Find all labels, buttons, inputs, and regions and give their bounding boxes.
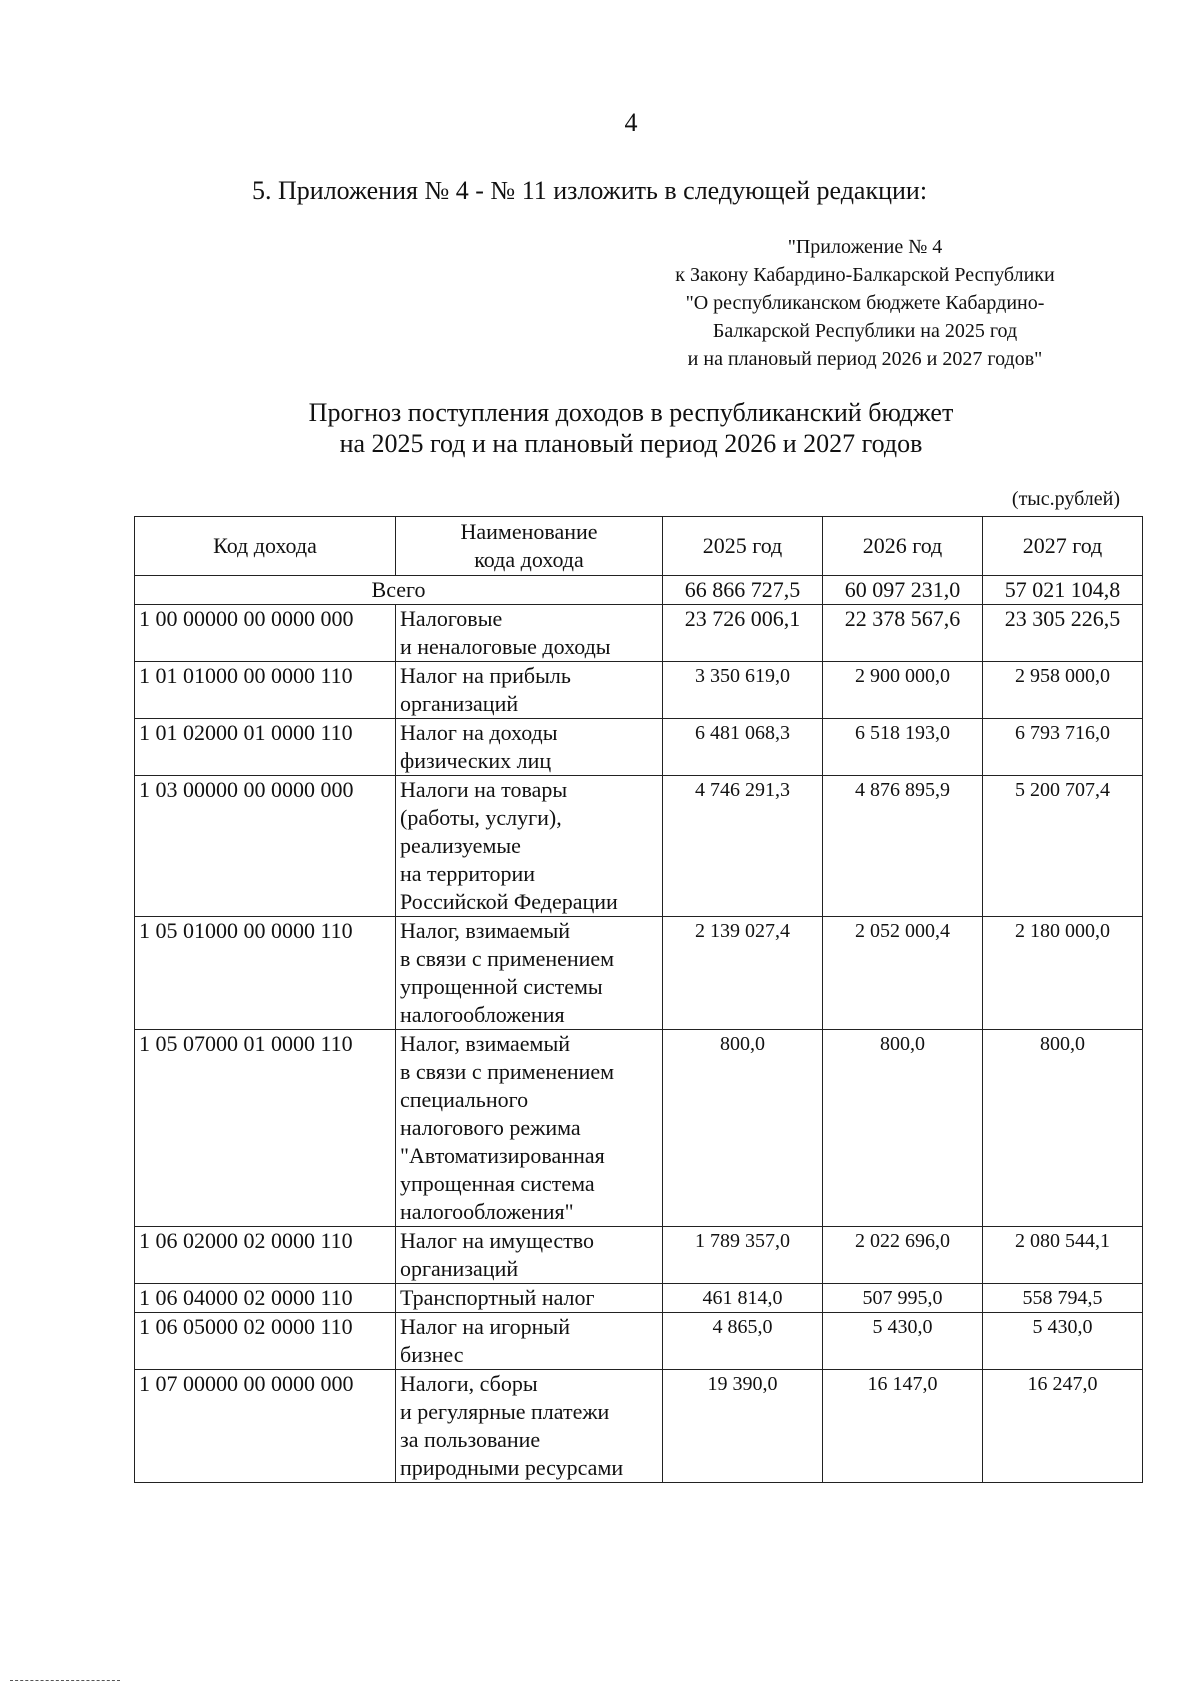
income-name-cell: Налоги на товары (работы, услуги), реализуемые на территории Российской Федерации [396,776,663,917]
income-name-cell: Налог на игорный бизнес [396,1313,663,1370]
value-2025-cell: 3 350 619,0 [663,662,823,719]
income-name-cell: Налог, взимаемый в связи с применением упрощенной системы налогообложения [396,917,663,1030]
income-name-cell: Налоги, сборы и регулярные платежи за пользование природными ресурсами [396,1370,663,1483]
table-row [135,605,1143,662]
header-2027: 2027 год [983,517,1143,576]
value-2026-cell: 5 430,0 [823,1313,983,1370]
value-2026-cell: 800,0 [823,1030,983,1227]
income-code-cell: 1 00 00000 00 0000 000 [135,605,396,662]
value-2025-cell: 23 726 006,1 [663,605,823,662]
total-label: Всего [135,576,663,605]
table-header-row [135,517,1143,576]
header-name: Наименование кода дохода [396,517,663,576]
table-row [135,662,1143,719]
value-2025-cell: 1 789 357,0 [663,1227,823,1284]
value-2027-cell: 2 958 000,0 [983,662,1143,719]
value-2027-cell: 558 794,5 [983,1284,1143,1313]
income-code-cell: 1 06 05000 02 0000 110 [135,1313,396,1370]
value-2025-cell: 800,0 [663,1030,823,1227]
total-row [135,576,1143,605]
value-2026-cell: 22 378 567,6 [823,605,983,662]
title-line: на 2025 год и на плановый период 2026 и 2027 годов [339,429,923,458]
value-2027-cell: 23 305 226,5 [983,605,1143,662]
table-row [135,719,1143,776]
income-code-cell: 1 06 02000 02 0000 110 [135,1227,396,1284]
value-2027-cell: 5 430,0 [983,1313,1143,1370]
value-2025-cell: 19 390,0 [663,1370,823,1483]
income-code-cell: 1 01 01000 00 0000 110 [135,662,396,719]
title-line: Прогноз поступления доходов в республиканский бюджет [308,398,954,427]
total-2026: 60 097 231,0 [823,576,983,605]
table-row [135,1030,1143,1227]
appendix-line: Балкарской Республики на 2025 год [712,320,1018,342]
income-code-cell: 1 03 00000 00 0000 000 [135,776,396,917]
value-2026-cell: 2 022 696,0 [823,1227,983,1284]
intro-paragraph: 5. Приложения № 4 - № 11 изложить в следующей редакции: [252,176,928,205]
value-2025-cell: 2 139 027,4 [663,917,823,1030]
total-2025: 66 866 727,5 [663,576,823,605]
value-2026-cell: 2 900 000,0 [823,662,983,719]
header-2026: 2026 год [823,517,983,576]
value-2025-cell: 461 814,0 [663,1284,823,1313]
income-name-cell: Транспортный налог [396,1284,663,1313]
table-row [135,1284,1143,1313]
value-2027-cell: 5 200 707,4 [983,776,1143,917]
value-2026-cell: 2 052 000,4 [823,917,983,1030]
header-code: Код дохода [135,517,396,576]
income-forecast-table [134,516,1143,1483]
header-2025: 2025 год [663,517,823,576]
table-row [135,1227,1143,1284]
value-2027-cell: 800,0 [983,1030,1143,1227]
value-2026-cell: 4 876 895,9 [823,776,983,917]
total-2027: 57 021 104,8 [983,576,1143,605]
income-name-cell: Налог на доходы физических лиц [396,719,663,776]
value-2027-cell: 16 247,0 [983,1370,1143,1483]
document-title [0,397,1200,459]
footer-divider [10,1680,120,1681]
appendix-line: "Приложение № 4 [787,236,943,258]
units-label: (тыс.рублей) [1011,488,1120,510]
table-row [135,1370,1143,1483]
value-2027-cell: 2 180 000,0 [983,917,1143,1030]
income-code-cell: 1 05 01000 00 0000 110 [135,917,396,1030]
income-code-cell: 1 07 00000 00 0000 000 [135,1370,396,1483]
value-2026-cell: 6 518 193,0 [823,719,983,776]
appendix-header [620,233,1110,373]
value-2026-cell: 16 147,0 [823,1370,983,1483]
table-row [135,917,1143,1030]
value-2027-cell: 6 793 716,0 [983,719,1143,776]
table-row [135,1313,1143,1370]
page-number: 4 [624,108,638,137]
value-2025-cell: 6 481 068,3 [663,719,823,776]
income-name-cell: Налог, взимаемый в связи с применением специального налогового режима "Автоматизированная упрощенная система налогообложения" [396,1030,663,1227]
value-2025-cell: 4 746 291,3 [663,776,823,917]
income-name-cell: Налог на прибыль организаций [396,662,663,719]
income-code-cell: 1 05 07000 01 0000 110 [135,1030,396,1227]
appendix-line: и на плановый период 2026 и 2027 годов" [687,348,1043,370]
value-2027-cell: 2 080 544,1 [983,1227,1143,1284]
appendix-line: "О республиканском бюджете Кабардино- [685,292,1045,314]
value-2026-cell: 507 995,0 [823,1284,983,1313]
income-name-cell: Налоговые и неналоговые доходы [396,605,663,662]
income-code-cell: 1 01 02000 01 0000 110 [135,719,396,776]
value-2025-cell: 4 865,0 [663,1313,823,1370]
income-name-cell: Налог на имущество организаций [396,1227,663,1284]
income-code-cell: 1 06 04000 02 0000 110 [135,1284,396,1313]
appendix-line: к Закону Кабардино-Балкарской Республики [675,264,1055,286]
table-row [135,776,1143,917]
